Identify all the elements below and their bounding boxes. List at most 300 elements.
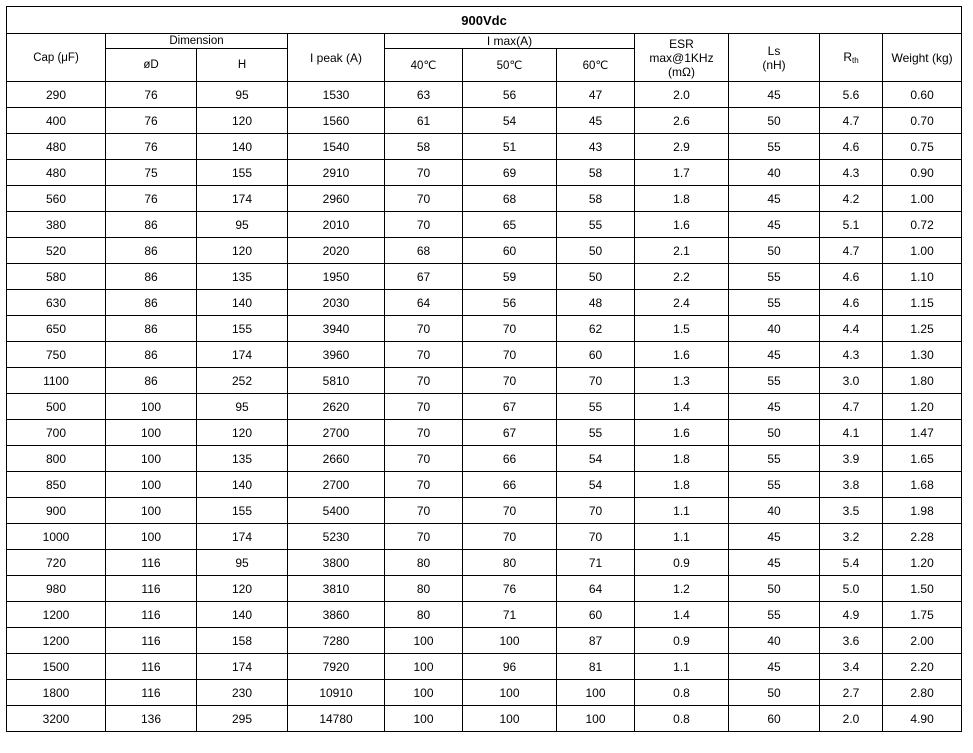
cell-cap: 580 [7, 264, 106, 290]
cell-weight: 0.75 [883, 134, 962, 160]
cell-od: 86 [106, 290, 197, 316]
table-row [7, 82, 962, 108]
cell-weight: 0.90 [883, 160, 962, 186]
cell-ipeak: 1540 [288, 134, 385, 160]
cell-imax-50: 69 [463, 160, 557, 186]
cell-weight: 1.47 [883, 420, 962, 446]
cell-esr: 1.1 [635, 654, 729, 680]
cell-h: 120 [197, 420, 288, 446]
cell-imax-40: 70 [385, 160, 463, 186]
cell-ls: 50 [729, 576, 820, 602]
cell-ipeak: 1950 [288, 264, 385, 290]
cell-weight: 2.80 [883, 680, 962, 706]
cell-imax-50: 100 [463, 680, 557, 706]
cell-ls: 50 [729, 420, 820, 446]
cell-rth: 4.7 [820, 108, 883, 134]
cell-ls: 40 [729, 316, 820, 342]
cell-imax-50: 71 [463, 602, 557, 628]
cell-ipeak: 2020 [288, 238, 385, 264]
cell-ls: 55 [729, 368, 820, 394]
cell-cap: 400 [7, 108, 106, 134]
cell-od: 76 [106, 134, 197, 160]
cell-imax-40: 70 [385, 472, 463, 498]
cell-imax-40: 100 [385, 628, 463, 654]
table-row [7, 186, 962, 212]
cell-ipeak: 3960 [288, 342, 385, 368]
cell-imax-60: 60 [557, 602, 635, 628]
cell-od: 100 [106, 394, 197, 420]
cell-imax-50: 76 [463, 576, 557, 602]
cell-od: 100 [106, 498, 197, 524]
cell-esr: 1.1 [635, 498, 729, 524]
table-row [7, 602, 962, 628]
cell-weight: 1.25 [883, 316, 962, 342]
cell-imax-50: 66 [463, 472, 557, 498]
cell-imax-60: 100 [557, 706, 635, 732]
cell-h: 120 [197, 108, 288, 134]
cell-rth: 3.6 [820, 628, 883, 654]
cell-h: 252 [197, 368, 288, 394]
cell-od: 76 [106, 82, 197, 108]
spec-table-container [6, 6, 962, 732]
table-row [7, 290, 962, 316]
cell-imax-60: 50 [557, 238, 635, 264]
table-row [7, 160, 962, 186]
cell-weight: 1.50 [883, 576, 962, 602]
table-row [7, 576, 962, 602]
cell-ls: 50 [729, 680, 820, 706]
cell-esr: 1.1 [635, 524, 729, 550]
cell-esr: 1.6 [635, 212, 729, 238]
cell-imax-50: 70 [463, 524, 557, 550]
cell-cap: 520 [7, 238, 106, 264]
header-ls-line1: Ls [767, 43, 781, 58]
cell-cap: 700 [7, 420, 106, 446]
cell-imax-40: 80 [385, 602, 463, 628]
cell-imax-50: 60 [463, 238, 557, 264]
cell-esr: 1.8 [635, 472, 729, 498]
cell-esr: 1.8 [635, 186, 729, 212]
header-imax: I max(A) [385, 34, 635, 49]
cell-imax-50: 70 [463, 316, 557, 342]
cell-od: 76 [106, 186, 197, 212]
cell-esr: 2.9 [635, 134, 729, 160]
cell-esr: 1.4 [635, 602, 729, 628]
cell-cap: 850 [7, 472, 106, 498]
cell-cap: 720 [7, 550, 106, 576]
cell-esr: 2.4 [635, 290, 729, 316]
cell-rth: 4.3 [820, 160, 883, 186]
table-row [7, 134, 962, 160]
cell-esr: 1.3 [635, 368, 729, 394]
cell-od: 86 [106, 316, 197, 342]
cell-h: 140 [197, 290, 288, 316]
table-row [7, 680, 962, 706]
cell-esr: 0.9 [635, 628, 729, 654]
cell-esr: 1.4 [635, 394, 729, 420]
cell-ipeak: 14780 [288, 706, 385, 732]
header-rth-main: R [843, 50, 852, 64]
cell-h: 174 [197, 342, 288, 368]
header-temp-50: 50℃ [463, 49, 557, 82]
cell-od: 116 [106, 576, 197, 602]
cell-cap: 650 [7, 316, 106, 342]
cell-imax-40: 70 [385, 498, 463, 524]
cell-cap: 800 [7, 446, 106, 472]
cell-imax-50: 56 [463, 82, 557, 108]
cell-rth: 3.9 [820, 446, 883, 472]
cell-rth: 4.6 [820, 264, 883, 290]
table-row [7, 498, 962, 524]
cell-ipeak: 3810 [288, 576, 385, 602]
cell-od: 86 [106, 212, 197, 238]
cell-ipeak: 2660 [288, 446, 385, 472]
cell-ipeak: 7280 [288, 628, 385, 654]
cell-ipeak: 7920 [288, 654, 385, 680]
cell-esr: 2.2 [635, 264, 729, 290]
cell-ipeak: 2030 [288, 290, 385, 316]
table-row [7, 420, 962, 446]
cell-esr: 1.6 [635, 420, 729, 446]
header-weight: Weight (kg) [883, 34, 962, 82]
cell-imax-50: 54 [463, 108, 557, 134]
cell-imax-60: 45 [557, 108, 635, 134]
header-cap: Cap (μF) [7, 34, 106, 82]
cell-h: 155 [197, 316, 288, 342]
cell-imax-50: 100 [463, 706, 557, 732]
cell-imax-60: 54 [557, 446, 635, 472]
cell-cap: 900 [7, 498, 106, 524]
cell-weight: 1.30 [883, 342, 962, 368]
cell-imax-40: 80 [385, 550, 463, 576]
cell-od: 75 [106, 160, 197, 186]
cell-h: 295 [197, 706, 288, 732]
header-esr [635, 34, 729, 82]
cell-imax-60: 50 [557, 264, 635, 290]
cell-cap: 1500 [7, 654, 106, 680]
cell-imax-50: 96 [463, 654, 557, 680]
cell-ls: 45 [729, 186, 820, 212]
cell-weight: 1.15 [883, 290, 962, 316]
cell-od: 116 [106, 628, 197, 654]
cell-imax-50: 67 [463, 420, 557, 446]
cell-imax-60: 87 [557, 628, 635, 654]
cell-od: 100 [106, 472, 197, 498]
cell-imax-60: 55 [557, 212, 635, 238]
header-esr-line1: ESR [669, 36, 694, 51]
cell-esr: 0.8 [635, 706, 729, 732]
table-row [7, 524, 962, 550]
header-temp-60: 60℃ [557, 49, 635, 82]
cell-cap: 480 [7, 160, 106, 186]
cell-ipeak: 2700 [288, 472, 385, 498]
cell-cap: 3200 [7, 706, 106, 732]
cell-od: 116 [106, 680, 197, 706]
cell-ipeak: 2620 [288, 394, 385, 420]
header-rth-sub: th [852, 56, 859, 65]
cell-imax-60: 54 [557, 472, 635, 498]
cell-h: 135 [197, 264, 288, 290]
cell-ls: 40 [729, 160, 820, 186]
cell-imax-60: 64 [557, 576, 635, 602]
cell-cap: 750 [7, 342, 106, 368]
cell-weight: 1.80 [883, 368, 962, 394]
cell-imax-50: 70 [463, 498, 557, 524]
table-row [7, 212, 962, 238]
cell-h: 140 [197, 134, 288, 160]
header-ls [729, 34, 820, 82]
cell-ls: 55 [729, 602, 820, 628]
cell-weight: 1.98 [883, 498, 962, 524]
cell-h: 174 [197, 654, 288, 680]
cell-h: 174 [197, 524, 288, 550]
cell-imax-60: 62 [557, 316, 635, 342]
header-esr-line2: max@1KHz (mΩ) [649, 50, 714, 79]
capacitor-spec-table [6, 6, 962, 732]
cell-cap: 480 [7, 134, 106, 160]
cell-imax-40: 70 [385, 420, 463, 446]
cell-ls: 55 [729, 264, 820, 290]
cell-ipeak: 5230 [288, 524, 385, 550]
cell-weight: 1.20 [883, 394, 962, 420]
cell-h: 120 [197, 576, 288, 602]
cell-od: 86 [106, 238, 197, 264]
cell-rth: 4.1 [820, 420, 883, 446]
cell-rth: 4.7 [820, 238, 883, 264]
cell-imax-50: 80 [463, 550, 557, 576]
cell-ls: 40 [729, 628, 820, 654]
cell-rth: 5.1 [820, 212, 883, 238]
cell-od: 86 [106, 368, 197, 394]
cell-od: 116 [106, 550, 197, 576]
cell-rth: 4.3 [820, 342, 883, 368]
cell-od: 100 [106, 524, 197, 550]
cell-imax-40: 61 [385, 108, 463, 134]
cell-od: 116 [106, 654, 197, 680]
cell-weight: 1.00 [883, 238, 962, 264]
cell-imax-50: 59 [463, 264, 557, 290]
cell-esr: 1.5 [635, 316, 729, 342]
cell-esr: 2.1 [635, 238, 729, 264]
header-dimension: Dimension [106, 34, 288, 49]
cell-ls: 45 [729, 394, 820, 420]
cell-rth: 2.7 [820, 680, 883, 706]
cell-imax-60: 100 [557, 680, 635, 706]
cell-ls: 45 [729, 212, 820, 238]
cell-rth: 3.0 [820, 368, 883, 394]
cell-cap: 630 [7, 290, 106, 316]
cell-ipeak: 2960 [288, 186, 385, 212]
cell-rth: 3.4 [820, 654, 883, 680]
cell-cap: 1100 [7, 368, 106, 394]
cell-h: 230 [197, 680, 288, 706]
cell-imax-60: 58 [557, 186, 635, 212]
cell-ls: 45 [729, 524, 820, 550]
cell-imax-60: 43 [557, 134, 635, 160]
cell-imax-50: 66 [463, 446, 557, 472]
cell-weight: 4.90 [883, 706, 962, 732]
cell-imax-60: 70 [557, 368, 635, 394]
cell-h: 155 [197, 160, 288, 186]
cell-weight: 1.65 [883, 446, 962, 472]
cell-imax-40: 100 [385, 680, 463, 706]
cell-ls: 50 [729, 108, 820, 134]
cell-rth: 4.2 [820, 186, 883, 212]
table-row [7, 472, 962, 498]
cell-imax-40: 70 [385, 342, 463, 368]
table-row [7, 654, 962, 680]
table-row [7, 368, 962, 394]
cell-ls: 55 [729, 290, 820, 316]
cell-h: 155 [197, 498, 288, 524]
cell-rth: 3.2 [820, 524, 883, 550]
cell-h: 140 [197, 472, 288, 498]
cell-h: 95 [197, 550, 288, 576]
cell-cap: 1000 [7, 524, 106, 550]
cell-imax-40: 70 [385, 212, 463, 238]
cell-imax-60: 47 [557, 82, 635, 108]
cell-rth: 3.5 [820, 498, 883, 524]
table-row [7, 238, 962, 264]
cell-imax-50: 100 [463, 628, 557, 654]
cell-imax-60: 48 [557, 290, 635, 316]
cell-od: 100 [106, 446, 197, 472]
cell-imax-40: 70 [385, 446, 463, 472]
cell-ls: 45 [729, 82, 820, 108]
cell-weight: 1.00 [883, 186, 962, 212]
header-h: H [197, 49, 288, 82]
cell-od: 86 [106, 342, 197, 368]
cell-ipeak: 1530 [288, 82, 385, 108]
cell-rth: 4.4 [820, 316, 883, 342]
cell-ipeak: 1560 [288, 108, 385, 134]
cell-rth: 4.9 [820, 602, 883, 628]
cell-ipeak: 10910 [288, 680, 385, 706]
cell-h: 95 [197, 212, 288, 238]
cell-esr: 0.9 [635, 550, 729, 576]
cell-rth: 5.4 [820, 550, 883, 576]
cell-ipeak: 5810 [288, 368, 385, 394]
table-row [7, 550, 962, 576]
cell-esr: 2.0 [635, 82, 729, 108]
cell-ls: 50 [729, 238, 820, 264]
cell-od: 116 [106, 602, 197, 628]
cell-cap: 560 [7, 186, 106, 212]
cell-imax-50: 68 [463, 186, 557, 212]
cell-esr: 1.8 [635, 446, 729, 472]
cell-cap: 380 [7, 212, 106, 238]
table-row [7, 108, 962, 134]
cell-rth: 2.0 [820, 706, 883, 732]
cell-od: 136 [106, 706, 197, 732]
table-row [7, 394, 962, 420]
cell-imax-50: 67 [463, 394, 557, 420]
cell-esr: 2.6 [635, 108, 729, 134]
cell-h: 140 [197, 602, 288, 628]
cell-imax-40: 70 [385, 394, 463, 420]
cell-cap: 500 [7, 394, 106, 420]
cell-h: 95 [197, 82, 288, 108]
cell-h: 95 [197, 394, 288, 420]
cell-cap: 1200 [7, 628, 106, 654]
cell-h: 158 [197, 628, 288, 654]
cell-rth: 4.7 [820, 394, 883, 420]
cell-cap: 1200 [7, 602, 106, 628]
cell-rth: 4.6 [820, 290, 883, 316]
cell-ipeak: 2010 [288, 212, 385, 238]
cell-weight: 2.20 [883, 654, 962, 680]
header-temp-40: 40℃ [385, 49, 463, 82]
cell-h: 120 [197, 238, 288, 264]
cell-imax-40: 68 [385, 238, 463, 264]
cell-weight: 2.28 [883, 524, 962, 550]
table-row [7, 342, 962, 368]
cell-imax-40: 64 [385, 290, 463, 316]
cell-imax-60: 60 [557, 342, 635, 368]
cell-imax-40: 100 [385, 654, 463, 680]
table-title: 900Vdc [7, 7, 962, 34]
cell-ipeak: 2700 [288, 420, 385, 446]
cell-esr: 1.2 [635, 576, 729, 602]
cell-imax-50: 65 [463, 212, 557, 238]
cell-imax-60: 71 [557, 550, 635, 576]
cell-ipeak: 2910 [288, 160, 385, 186]
cell-ipeak: 5400 [288, 498, 385, 524]
cell-imax-50: 56 [463, 290, 557, 316]
cell-imax-60: 81 [557, 654, 635, 680]
cell-weight: 1.75 [883, 602, 962, 628]
cell-h: 174 [197, 186, 288, 212]
cell-imax-50: 70 [463, 368, 557, 394]
cell-ls: 45 [729, 654, 820, 680]
header-ipeak: I peak (A) [288, 34, 385, 82]
cell-esr: 0.8 [635, 680, 729, 706]
cell-esr: 1.7 [635, 160, 729, 186]
cell-weight: 1.10 [883, 264, 962, 290]
header-ls-line2: (nH) [762, 57, 786, 72]
header-od: øD [106, 49, 197, 82]
cell-rth: 3.8 [820, 472, 883, 498]
cell-ls: 45 [729, 550, 820, 576]
cell-od: 76 [106, 108, 197, 134]
cell-rth: 4.6 [820, 134, 883, 160]
cell-imax-50: 70 [463, 342, 557, 368]
cell-cap: 290 [7, 82, 106, 108]
table-row [7, 316, 962, 342]
cell-imax-40: 70 [385, 186, 463, 212]
table-row [7, 706, 962, 732]
table-row [7, 264, 962, 290]
cell-imax-40: 63 [385, 82, 463, 108]
cell-weight: 0.70 [883, 108, 962, 134]
table-row [7, 446, 962, 472]
cell-imax-40: 70 [385, 524, 463, 550]
cell-imax-40: 70 [385, 368, 463, 394]
cell-rth: 5.6 [820, 82, 883, 108]
cell-weight: 0.72 [883, 212, 962, 238]
cell-imax-60: 55 [557, 420, 635, 446]
cell-imax-50: 51 [463, 134, 557, 160]
cell-imax-40: 80 [385, 576, 463, 602]
table-body [7, 82, 962, 732]
cell-weight: 0.60 [883, 82, 962, 108]
cell-imax-40: 67 [385, 264, 463, 290]
cell-esr: 1.6 [635, 342, 729, 368]
cell-cap: 980 [7, 576, 106, 602]
cell-od: 86 [106, 264, 197, 290]
cell-ls: 45 [729, 342, 820, 368]
cell-imax-60: 55 [557, 394, 635, 420]
